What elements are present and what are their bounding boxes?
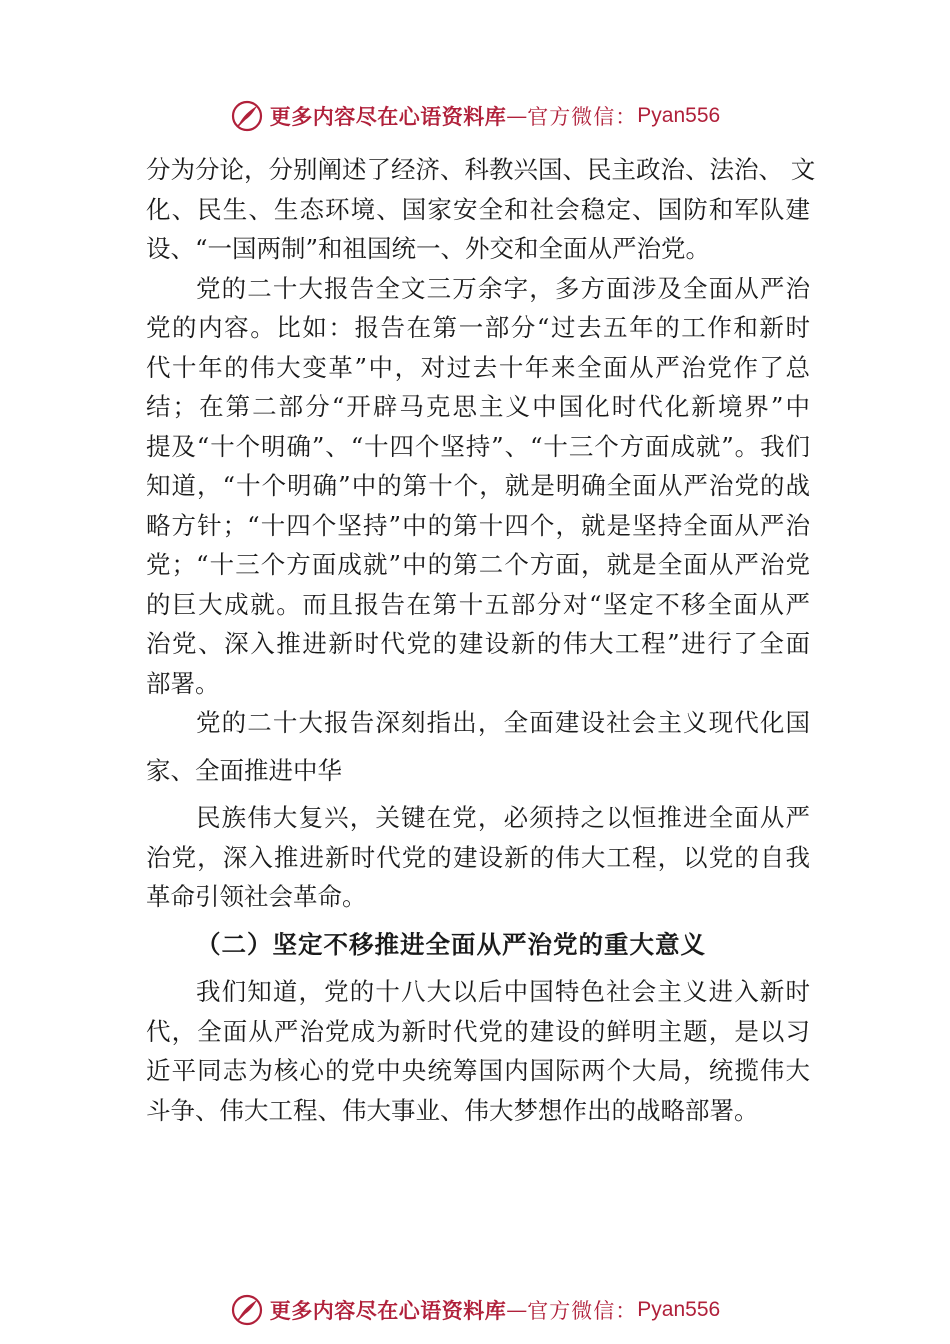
banner-brand-text: 更多内容尽在心语资料库 <box>269 1298 507 1323</box>
paragraph-2 <box>146 269 810 704</box>
text-line: 近平同志为核心的党中央统筹国内国际两个大局，统揽伟大 <box>146 1056 810 1085</box>
banner-wechat-id: Pyan556 <box>637 104 721 127</box>
text-line: 结；在第二部分“开辟马克思主义中国化时代化新境界”中 <box>146 392 810 421</box>
text-line: 革命引领社会革命。 <box>146 882 367 911</box>
paragraph-3 <box>146 703 810 790</box>
text-line: 分为分论，分别阐述了经济、科教兴国、民主政治、法治、 文 <box>146 155 816 184</box>
text-line: 略方针；“十四个坚持”中的第十四个，就是坚持全面从严治 <box>146 510 810 540</box>
banner-wechat-label: 官方微信： <box>527 1299 638 1323</box>
text-line: 设、“一国两制”和祖国统一、外交和全面从严治党。 <box>146 234 711 263</box>
text-line: 部署。 <box>146 668 220 698</box>
text-line: 党；“十三个方面成就”中的第二个方面，就是全面从严治党 <box>146 550 810 579</box>
header-banner <box>0 96 950 136</box>
text-line: 知道，“十个明确”中的第十个，就是明确全面从严治党的战 <box>146 471 810 500</box>
banner-wechat-label: 官方微信： <box>527 105 638 129</box>
feather-pen-logo-icon <box>230 99 264 133</box>
section-heading: （二）坚定不移推进全面从严治党的重大意义 <box>196 929 706 959</box>
text-line: 治党，深入推进新时代党的建设新的伟大工程，以党的自我 <box>146 842 810 872</box>
banner-dash: — <box>506 104 528 128</box>
text-line: 的巨大成就。而且报告在第十五部分对“坚定不移全面从严 <box>146 589 810 619</box>
text-line: 治党、深入推进新时代党的建设新的伟大工程”进行了全面 <box>146 629 810 658</box>
banner-dash: — <box>506 1298 528 1322</box>
footer-banner <box>0 1290 950 1330</box>
paragraph-5 <box>146 972 810 1130</box>
text-line: 我们知道，党的十八大以后中国特色社会主义进入新时 <box>196 977 810 1006</box>
text-line: 民族伟大复兴，关键在党，必须持之以恒推进全面从严 <box>196 803 810 832</box>
text-line: 代十年的伟大变革”中，对过去十年来全面从严治党作了总 <box>146 352 810 382</box>
text-line: 党的内容。比如：报告在第一部分“过去五年的工作和新时 <box>146 313 810 342</box>
text-line: 党的二十大报告深刻指出，全面建设社会主义现代化国 <box>196 708 810 737</box>
feather-pen-logo-icon <box>230 1293 264 1327</box>
text-line: 党的二十大报告全文三万余字，多方面涉及全面从严治 <box>196 273 810 303</box>
text-line: 家、全面推进中华 <box>146 755 342 785</box>
paragraph-4 <box>146 798 810 917</box>
banner-brand-text: 更多内容尽在心语资料库 <box>269 104 507 129</box>
document-body <box>146 150 816 1130</box>
text-line: 代，全面从严治党成为新时代党的建设的鲜明主题，是以习 <box>146 1016 810 1046</box>
text-line: 化、民生、生态环境、国家安全和社会稳定、国防和军队建 <box>146 194 810 224</box>
banner-wechat-id: Pyan556 <box>637 1298 721 1321</box>
paragraph-1 <box>146 150 816 269</box>
text-line: 斗争、伟大工程、伟大事业、伟大梦想作出的战略部署。 <box>146 1095 759 1125</box>
text-line: 提及“十个明确”、“十四个坚持”、“十三个方面成就”。我们 <box>146 431 810 461</box>
